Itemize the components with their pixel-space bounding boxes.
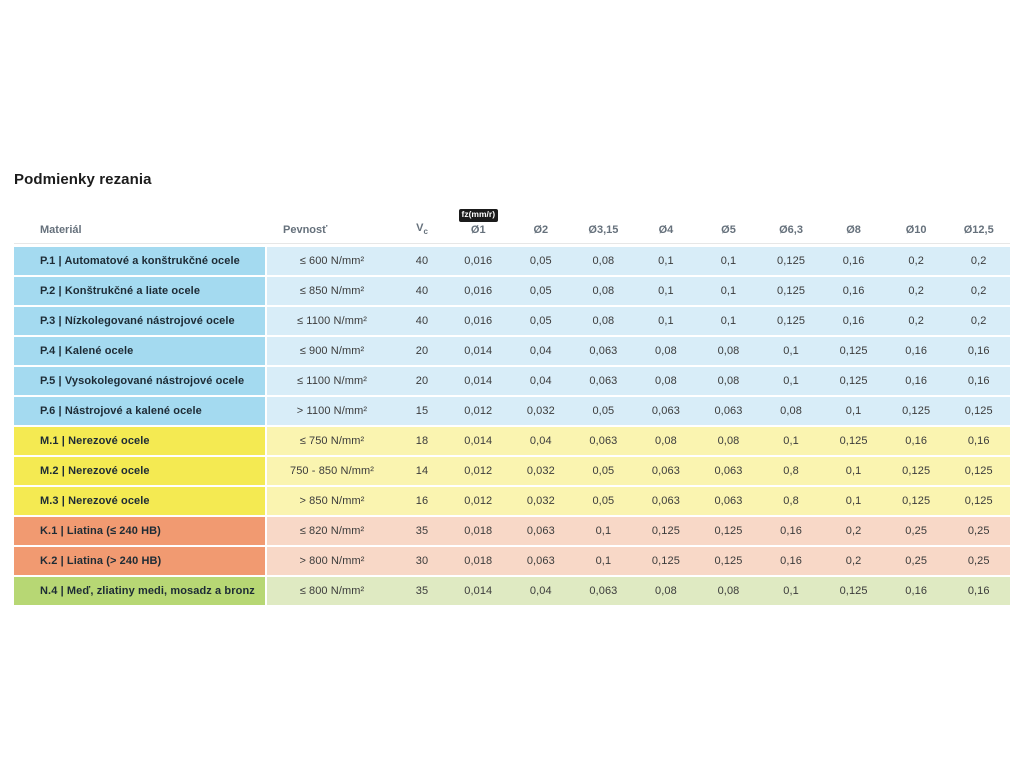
fz-value-cell: 0,125 xyxy=(635,547,698,575)
pevnost-cell: > 1100 N/mm² xyxy=(267,397,397,425)
fz-value-cell: 0,063 xyxy=(697,457,760,485)
table-row xyxy=(14,367,1010,395)
fz-value-cell: 0,014 xyxy=(447,427,510,455)
fz-value-cell: 0,16 xyxy=(822,277,885,305)
fz-value-cell: 0,08 xyxy=(635,577,698,605)
fz-value-cell: 0,08 xyxy=(697,367,760,395)
vc-cell: 15 xyxy=(397,397,447,425)
fz-value-cell: 0,1 xyxy=(760,577,823,605)
table-row xyxy=(14,577,1010,605)
fz-value-cell: 0,2 xyxy=(822,547,885,575)
fz-value-cell: 0,08 xyxy=(697,427,760,455)
pevnost-cell: ≤ 600 N/mm² xyxy=(267,247,397,275)
pevnost-cell: ≤ 900 N/mm² xyxy=(267,337,397,365)
fz-value-cell: 0,25 xyxy=(885,547,948,575)
col-header-diameter-3 xyxy=(572,224,635,237)
fz-value-cell: 0,063 xyxy=(635,457,698,485)
fz-value-cell: 0,032 xyxy=(510,397,573,425)
fz-value-cell: 0,05 xyxy=(510,307,573,335)
fz-value-cell: 0,16 xyxy=(885,367,948,395)
fz-value-cell: 0,125 xyxy=(947,487,1010,515)
fz-value-cell: 0,05 xyxy=(510,247,573,275)
diameter-label: Ø12,5 xyxy=(963,223,994,236)
fz-value-cell: 0,014 xyxy=(447,367,510,395)
fz-value-cell: 0,04 xyxy=(510,367,573,395)
fz-value-cell: 0,032 xyxy=(510,487,573,515)
material-cell: K.1 | Liatina (≤ 240 HB) xyxy=(14,517,265,545)
fz-value-cell: 0,04 xyxy=(510,577,573,605)
fz-value-cell: 0,16 xyxy=(760,517,823,545)
fz-value-cell: 0,125 xyxy=(885,457,948,485)
cutting-conditions-table xyxy=(14,209,1010,605)
fz-value-cell: 0,1 xyxy=(572,547,635,575)
fz-value-cell: 0,012 xyxy=(447,457,510,485)
pevnost-cell: ≤ 850 N/mm² xyxy=(267,277,397,305)
fz-value-cell: 0,05 xyxy=(572,457,635,485)
fz-value-cell: 0,125 xyxy=(885,487,948,515)
fz-value-cell: 0,1 xyxy=(635,307,698,335)
fz-value-cell: 0,016 xyxy=(447,277,510,305)
table-row xyxy=(14,277,1010,305)
material-cell: P.6 | Nástrojové a kalené ocele xyxy=(14,397,265,425)
fz-value-cell: 0,16 xyxy=(760,547,823,575)
col-header-diameter-4 xyxy=(635,224,698,237)
fz-value-cell: 0,05 xyxy=(510,277,573,305)
table-row xyxy=(14,547,1010,575)
fz-value-cell: 0,16 xyxy=(947,427,1010,455)
vc-cell: 20 xyxy=(397,337,447,365)
fz-value-cell: 0,1 xyxy=(760,427,823,455)
fz-value-cell: 0,1 xyxy=(760,367,823,395)
fz-value-cell: 0,125 xyxy=(697,547,760,575)
material-cell: P.5 | Vysokolegované nástrojové ocele xyxy=(14,367,265,395)
fz-value-cell: 0,125 xyxy=(760,307,823,335)
vc-cell: 40 xyxy=(397,277,447,305)
material-cell: N.4 | Meď, zliatiny medi, mosadz a bronz xyxy=(14,577,265,605)
fz-value-cell: 0,1 xyxy=(760,337,823,365)
col-header-vc xyxy=(397,222,447,236)
fz-value-cell: 0,125 xyxy=(760,277,823,305)
pevnost-cell: ≤ 1100 N/mm² xyxy=(267,367,397,395)
diameter-label: Ø10 xyxy=(905,223,927,236)
table-row xyxy=(14,427,1010,455)
fz-value-cell: 0,063 xyxy=(697,487,760,515)
fz-value-cell: 0,125 xyxy=(760,247,823,275)
col-header-material: Materiál xyxy=(40,223,82,236)
fz-value-cell: 0,2 xyxy=(947,307,1010,335)
fz-value-cell: 0,16 xyxy=(885,427,948,455)
col-header-diameter-2 xyxy=(510,224,573,237)
fz-value-cell: 0,1 xyxy=(697,277,760,305)
fz-value-cell: 0,125 xyxy=(885,397,948,425)
fz-value-cell: 0,125 xyxy=(947,397,1010,425)
material-cell: M.2 | Nerezové ocele xyxy=(14,457,265,485)
fz-value-cell: 0,125 xyxy=(822,427,885,455)
material-cell: M.1 | Nerezové ocele xyxy=(14,427,265,455)
table-row xyxy=(14,397,1010,425)
fz-value-cell: 0,2 xyxy=(885,307,948,335)
material-cell: P.1 | Automatové a konštrukčné ocele xyxy=(14,247,265,275)
fz-value-cell: 0,1 xyxy=(635,247,698,275)
col-header-diameter-5 xyxy=(697,224,760,237)
table-row xyxy=(14,487,1010,515)
fz-value-cell: 0,012 xyxy=(447,487,510,515)
col-header-diameter-1 xyxy=(447,209,510,236)
pevnost-cell: 750 - 850 N/mm² xyxy=(267,457,397,485)
fz-value-cell: 0,014 xyxy=(447,577,510,605)
fz-value-cell: 0,2 xyxy=(885,277,948,305)
fz-value-cell: 0,2 xyxy=(885,247,948,275)
cutting-conditions-section xyxy=(14,171,1010,607)
fz-value-cell: 0,16 xyxy=(885,577,948,605)
col-header-diameter-7 xyxy=(822,224,885,237)
fz-value-cell: 0,125 xyxy=(822,577,885,605)
fz-value-cell: 0,16 xyxy=(822,247,885,275)
fz-value-cell: 0,018 xyxy=(447,517,510,545)
fz-value-cell: 0,1 xyxy=(822,487,885,515)
fz-value-cell: 0,063 xyxy=(572,577,635,605)
fz-value-cell: 0,1 xyxy=(697,307,760,335)
fz-value-cell: 0,125 xyxy=(822,337,885,365)
fz-value-cell: 0,1 xyxy=(822,457,885,485)
col-header-pevnost: Pevnosť xyxy=(283,223,328,236)
material-cell: P.3 | Nízkolegované nástrojové ocele xyxy=(14,307,265,335)
fz-value-cell: 0,063 xyxy=(635,397,698,425)
diameter-label: Ø5 xyxy=(721,223,736,236)
fz-value-cell: 0,2 xyxy=(947,247,1010,275)
fz-value-cell: 0,125 xyxy=(635,517,698,545)
table-row xyxy=(14,517,1010,545)
table-row xyxy=(14,457,1010,485)
pevnost-cell: ≤ 800 N/mm² xyxy=(267,577,397,605)
fz-value-cell: 0,1 xyxy=(822,397,885,425)
fz-value-cell: 0,063 xyxy=(572,337,635,365)
col-header-diameter-9 xyxy=(947,224,1010,237)
vc-cell: 18 xyxy=(397,427,447,455)
fz-value-cell: 0,016 xyxy=(447,307,510,335)
fz-value-cell: 0,08 xyxy=(572,277,635,305)
pevnost-cell: > 850 N/mm² xyxy=(267,487,397,515)
vc-cell: 20 xyxy=(397,367,447,395)
table-row xyxy=(14,307,1010,335)
col-header-diameter-8 xyxy=(885,224,948,237)
fz-value-cell: 0,05 xyxy=(572,397,635,425)
fz-unit-badge: fz(mm/r) xyxy=(459,209,499,222)
page-title: Podmienky rezania xyxy=(14,171,152,188)
diameter-label: Ø8 xyxy=(846,223,861,236)
material-cell: P.2 | Konštrukčné a liate ocele xyxy=(14,277,265,305)
material-cell: K.2 | Liatina (> 240 HB) xyxy=(14,547,265,575)
fz-value-cell: 0,04 xyxy=(510,337,573,365)
vc-cell: 14 xyxy=(397,457,447,485)
material-cell: M.3 | Nerezové ocele xyxy=(14,487,265,515)
vc-cell: 30 xyxy=(397,547,447,575)
fz-value-cell: 0,125 xyxy=(947,457,1010,485)
pevnost-cell: > 800 N/mm² xyxy=(267,547,397,575)
fz-value-cell: 0,25 xyxy=(885,517,948,545)
fz-value-cell: 0,016 xyxy=(447,247,510,275)
fz-value-cell: 0,032 xyxy=(510,457,573,485)
fz-value-cell: 0,018 xyxy=(447,547,510,575)
fz-value-cell: 0,063 xyxy=(572,367,635,395)
vc-label: $V_c$ xyxy=(416,222,428,237)
table-row xyxy=(14,337,1010,365)
fz-value-cell: 0,16 xyxy=(947,577,1010,605)
table-body xyxy=(14,247,1010,605)
fz-value-cell: 0,08 xyxy=(760,397,823,425)
diameter-label: Ø4 xyxy=(658,223,674,236)
pevnost-cell: ≤ 750 N/mm² xyxy=(267,427,397,455)
vc-cell: 35 xyxy=(397,577,447,605)
fz-value-cell: 0,8 xyxy=(760,457,823,485)
fz-value-cell: 0,063 xyxy=(572,427,635,455)
fz-value-cell: 0,16 xyxy=(947,337,1010,365)
diameter-label: Ø6,3 xyxy=(779,223,803,236)
material-cell: P.4 | Kalené ocele xyxy=(14,337,265,365)
fz-value-cell: 0,08 xyxy=(572,307,635,335)
fz-value-cell: 0,16 xyxy=(947,367,1010,395)
fz-value-cell: 0,16 xyxy=(885,337,948,365)
vc-cell: 40 xyxy=(397,307,447,335)
fz-value-cell: 0,25 xyxy=(947,517,1010,545)
fz-value-cell: 0,08 xyxy=(697,337,760,365)
vc-cell: 35 xyxy=(397,517,447,545)
fz-value-cell: 0,08 xyxy=(635,337,698,365)
fz-value-cell: 0,063 xyxy=(635,487,698,515)
fz-value-cell: 0,1 xyxy=(635,277,698,305)
fz-value-cell: 0,012 xyxy=(447,397,510,425)
fz-value-cell: 0,1 xyxy=(697,247,760,275)
fz-value-cell: 0,2 xyxy=(822,517,885,545)
diameter-label: Ø2 xyxy=(533,223,549,236)
fz-value-cell: 0,125 xyxy=(822,367,885,395)
fz-value-cell: 0,08 xyxy=(635,427,698,455)
fz-value-cell: 0,08 xyxy=(697,577,760,605)
fz-value-cell: 0,1 xyxy=(572,517,635,545)
fz-value-cell: 0,063 xyxy=(697,397,760,425)
fz-value-cell: 0,25 xyxy=(947,547,1010,575)
fz-value-cell: 0,014 xyxy=(447,337,510,365)
pevnost-cell: ≤ 1100 N/mm² xyxy=(267,307,397,335)
vc-cell: 40 xyxy=(397,247,447,275)
fz-value-cell: 0,8 xyxy=(760,487,823,515)
fz-value-cell: 0,16 xyxy=(822,307,885,335)
fz-value-cell: 0,063 xyxy=(510,547,573,575)
fz-value-cell: 0,125 xyxy=(697,517,760,545)
fz-value-cell: 0,08 xyxy=(635,367,698,395)
fz-value-cell: 0,2 xyxy=(947,277,1010,305)
pevnost-cell: ≤ 820 N/mm² xyxy=(267,517,397,545)
fz-value-cell: 0,04 xyxy=(510,427,573,455)
diameter-label: Ø3,15 xyxy=(588,223,619,236)
fz-value-cell: 0,063 xyxy=(510,517,573,545)
table-row xyxy=(14,247,1010,275)
table-header-row xyxy=(14,209,1010,244)
col-header-diameter-6 xyxy=(760,224,823,237)
fz-value-cell: 0,05 xyxy=(572,487,635,515)
diameter-label: Ø1 xyxy=(470,223,486,236)
vc-cell: 16 xyxy=(397,487,447,515)
fz-value-cell: 0,08 xyxy=(572,247,635,275)
